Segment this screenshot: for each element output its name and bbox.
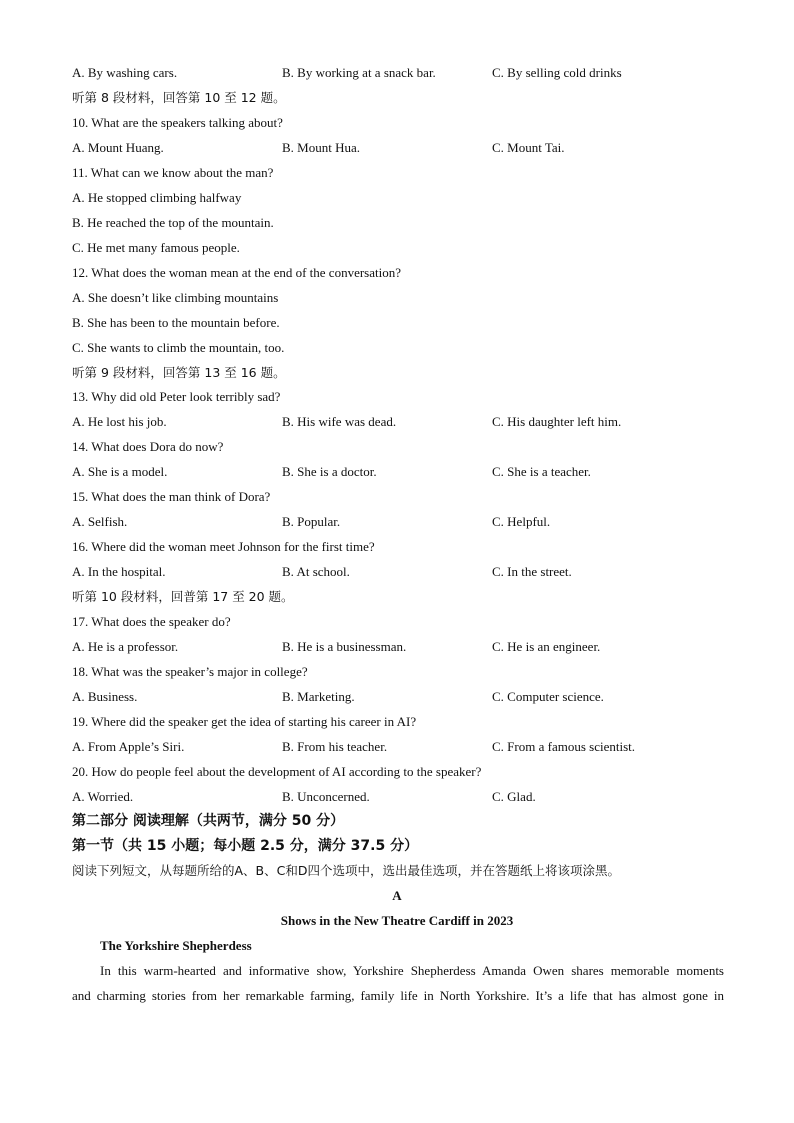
q19-question: 19. Where did the speaker get the idea of starting his career in AI? — [72, 714, 417, 729]
q10-options — [72, 139, 732, 157]
q20-option-b: B. Unconcerned. — [282, 789, 370, 804]
q15-options — [72, 513, 732, 531]
q18-option-a: A. Business. — [72, 689, 138, 704]
q12-option-b: B. She has been to the mountain before. — [72, 315, 280, 330]
show1-line1: In this warm-hearted and informative show, Yorkshire Shepherdess Amanda Owen shares memorable moments — [100, 963, 724, 978]
section1-title: 第一节（共 15 小题；每小题 2.5 分，满分 37.5 分） — [72, 838, 419, 854]
q20-option-a: A. Worried. — [72, 789, 134, 804]
q13-option-c: C. His daughter left him. — [492, 414, 622, 429]
q16-option-a: A. In the hospital. — [72, 564, 166, 579]
q18-question: 18. What was the speaker’s major in college? — [72, 664, 308, 679]
q14-question: 14. What does Dora do now? — [72, 439, 224, 454]
q17-option-c: C. He is an engineer. — [492, 639, 601, 654]
q15-option-a: A. Selfish. — [72, 514, 128, 529]
q11-option-a: A. He stopped climbing halfway — [72, 190, 242, 205]
q16-options — [72, 563, 732, 581]
q16-option-c: C. In the street. — [492, 564, 572, 579]
q13-option-b: B. His wife was dead. — [282, 414, 397, 429]
q14-option-c: C. She is a teacher. — [492, 464, 591, 479]
q11-option-b: B. He reached the top of the mountain. — [72, 215, 274, 230]
q13-options — [72, 413, 732, 431]
q12-question: 12. What does the woman mean at the end of the conversation? — [72, 265, 401, 280]
q20-options — [72, 788, 732, 806]
q19-option-c: C. From a famous scientist. — [492, 739, 635, 754]
q14-option-b: B. She is a doctor. — [282, 464, 377, 479]
q17-question: 17. What does the speaker do? — [72, 614, 231, 629]
show1-title: The Yorkshire Shepherdess — [100, 938, 252, 953]
q9-option-b: B. By working at a snack bar. — [282, 65, 436, 80]
q19-option-a: A. From Apple’s Siri. — [72, 739, 185, 754]
q9-options — [72, 64, 732, 82]
q10-option-c: C. Mount Tai. — [492, 140, 565, 155]
q10-option-b: B. Mount Hua. — [282, 140, 360, 155]
q10-question: 10. What are the speakers talking about? — [72, 115, 283, 130]
q9-option-c: C. By selling cold drinks — [492, 65, 622, 80]
section9-header: 听第 9 段材料，回答第 13 至 16 题。 — [72, 365, 286, 380]
q9-option-a: A. By washing cars. — [72, 65, 178, 80]
q11-option-c: C. He met many famous people. — [72, 240, 240, 255]
passage-title: Shows in the New Theatre Cardiff in 2023 — [280, 913, 514, 928]
q13-option-a: A. He lost his job. — [72, 414, 167, 429]
q16-option-b: B. At school. — [282, 564, 350, 579]
q14-options — [72, 463, 732, 481]
q12-option-a: A. She doesn’t like climbing mountains — [72, 290, 279, 305]
show1-line2: and charming stories from her remarkable farming, family life in North Yorkshire. It’s a life that has almost gone in — [72, 988, 724, 1003]
q18-options — [72, 688, 732, 706]
q16-question: 16. Where did the woman meet Johnson for the first time? — [72, 539, 375, 554]
q20-option-c: C. Glad. — [492, 789, 536, 804]
q17-options — [72, 638, 732, 656]
passage-letter: A — [392, 888, 402, 903]
q18-option-b: B. Marketing. — [282, 689, 355, 704]
instructions: 阅读下列短文，从每题所给的A、B、C和D四个选项中，选出最佳选项，并在答题纸上将该项涂黑。 — [72, 863, 620, 878]
section8-header: 听第 8 段材料，回答第 10 至 12 题。 — [72, 90, 286, 105]
q17-option-a: A. He is a professor. — [72, 639, 179, 654]
q15-option-b: B. Popular. — [282, 514, 341, 529]
q18-option-c: C. Computer science. — [492, 689, 604, 704]
q10-option-a: A. Mount Huang. — [72, 140, 164, 155]
q11-question: 11. What can we know about the man? — [72, 165, 274, 180]
q19-options — [72, 738, 732, 756]
q17-option-b: B. He is a businessman. — [282, 639, 407, 654]
q20-question: 20. How do people feel about the development of AI according to the speaker? — [72, 764, 482, 779]
q15-question: 15. What does the man think of Dora? — [72, 489, 271, 504]
q12-option-c: C. She wants to climb the mountain, too. — [72, 340, 285, 355]
part2-title: 第二部分 阅读理解（共两节，满分 50 分） — [72, 813, 345, 829]
q14-option-a: A. She is a model. — [72, 464, 168, 479]
q13-question: 13. Why did old Peter look terribly sad? — [72, 389, 281, 404]
section10-header: 听第 10 段材料，回普第 17 至 20 题。 — [72, 589, 294, 604]
q15-option-c: C. Helpful. — [492, 514, 551, 529]
q19-option-b: B. From his teacher. — [282, 739, 388, 754]
